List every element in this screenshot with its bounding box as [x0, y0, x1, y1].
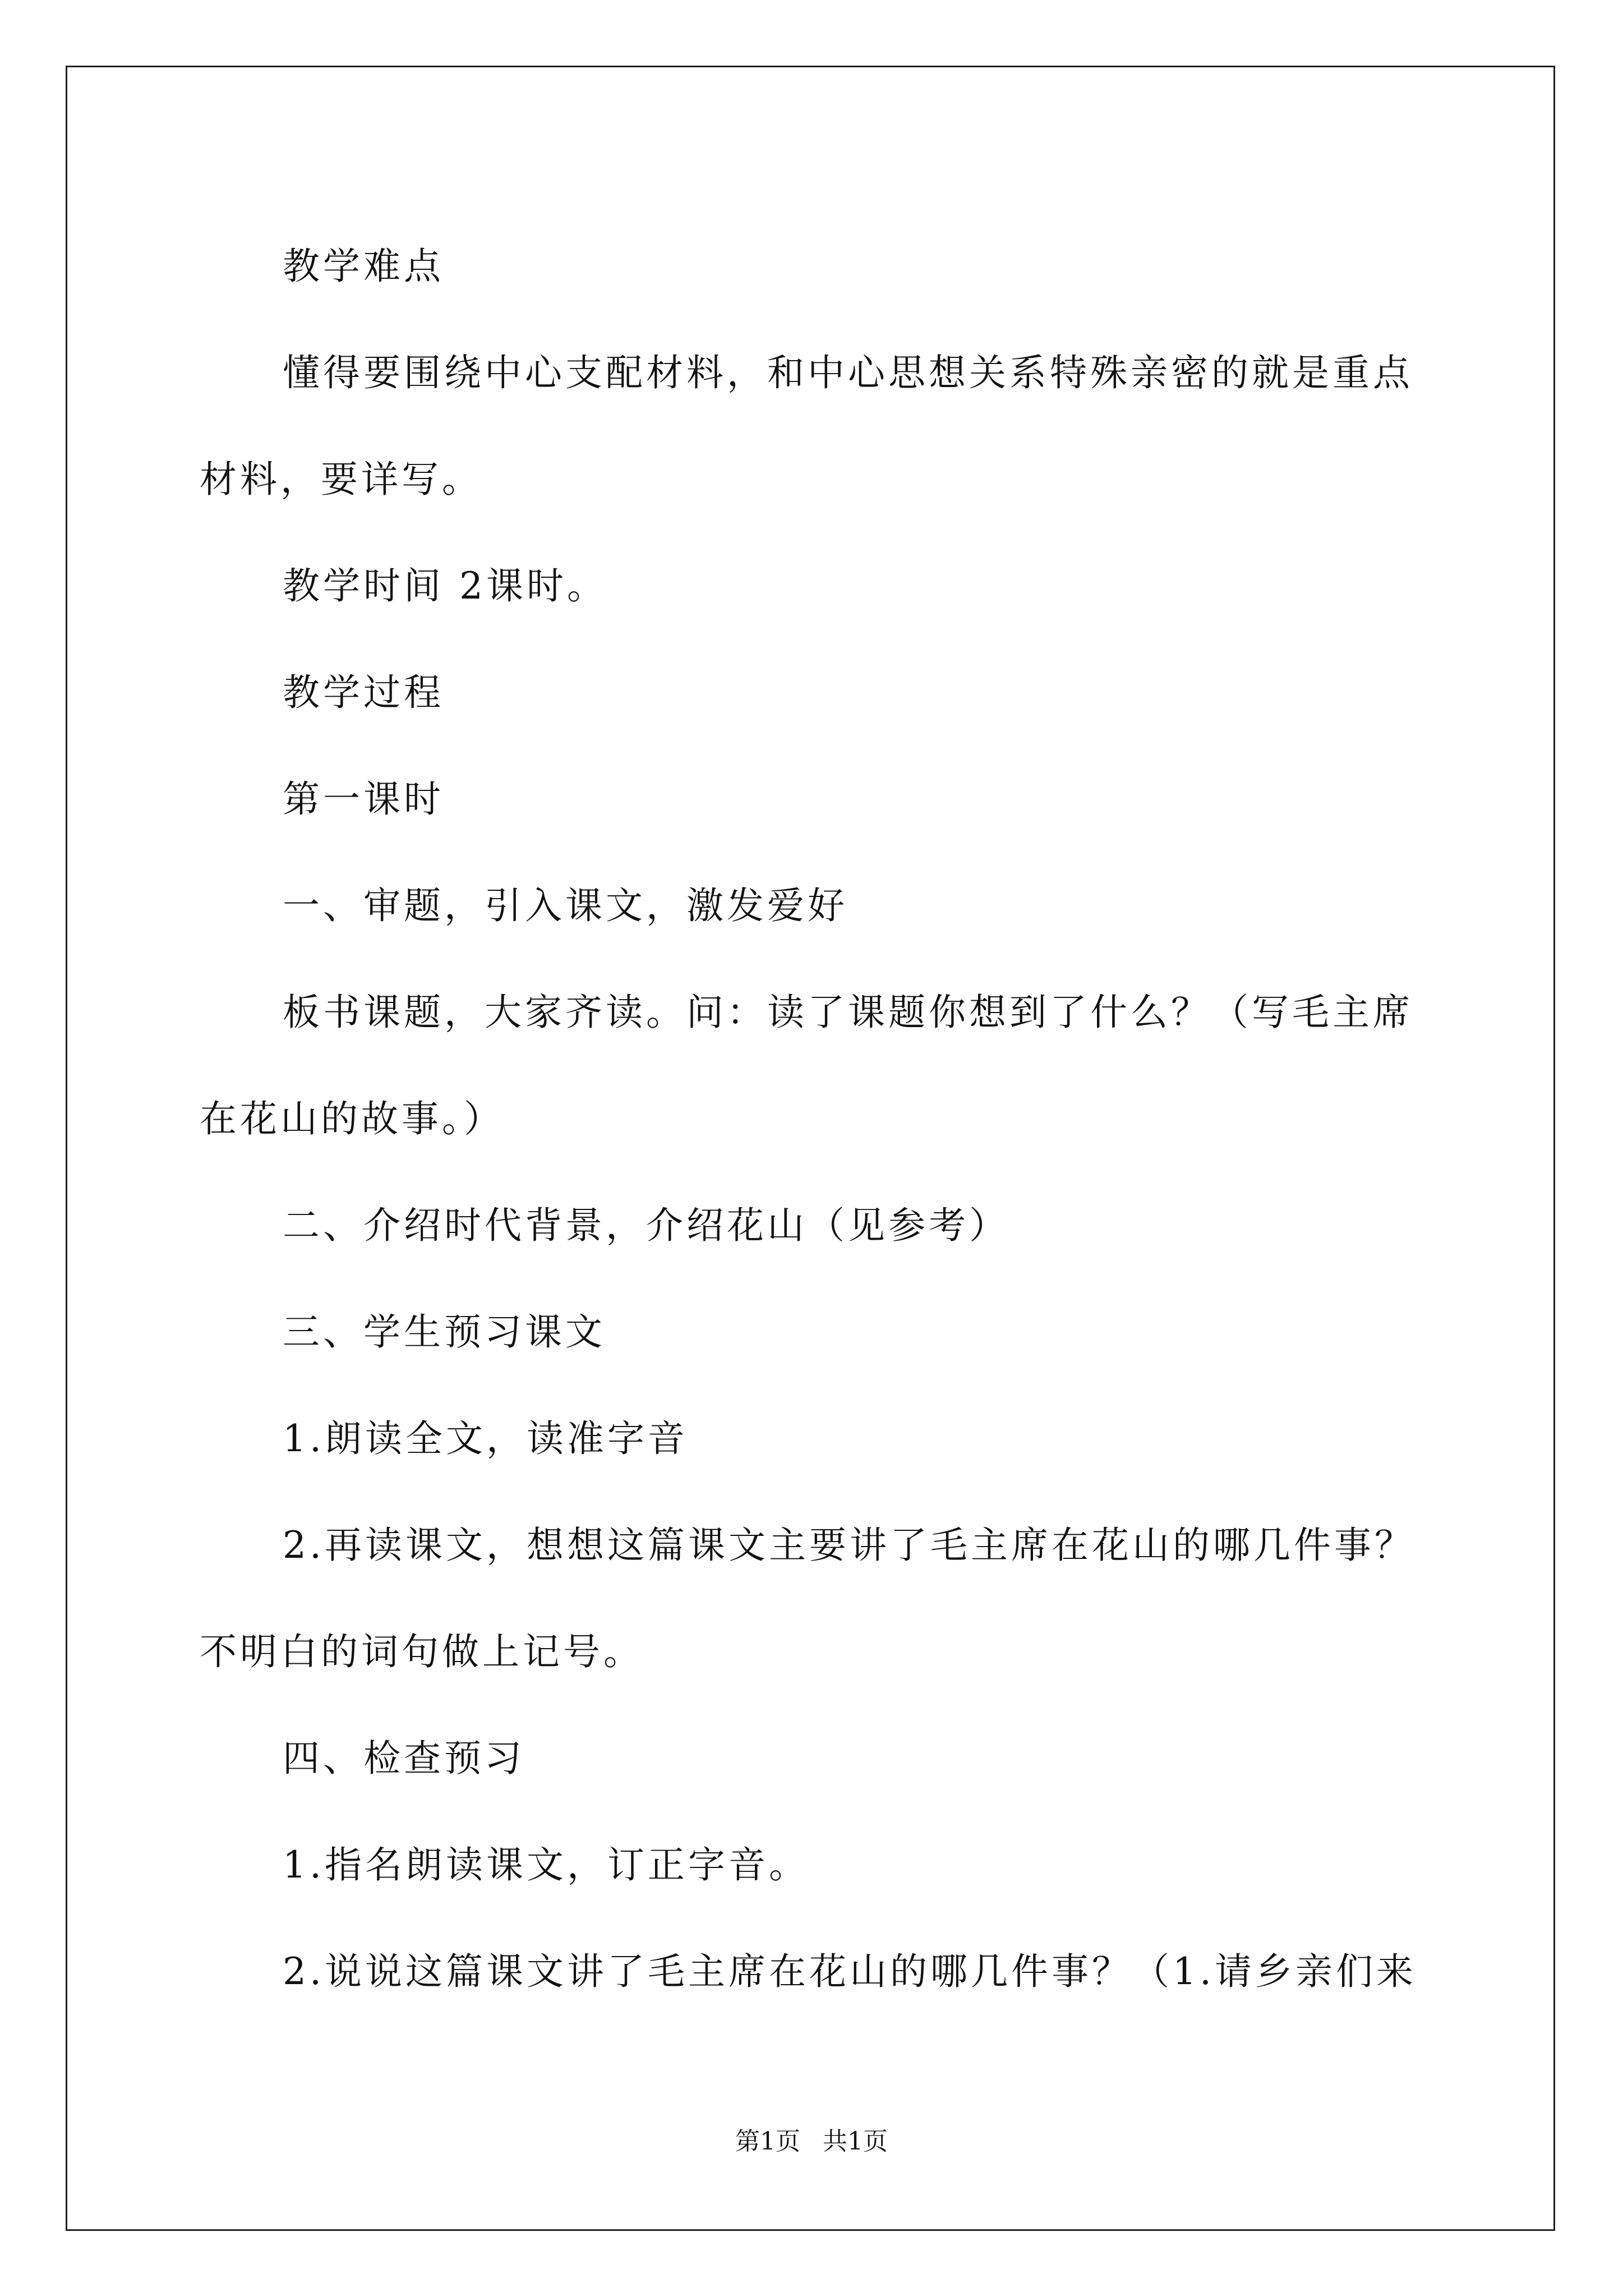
page-number: 第1页	[735, 2127, 800, 2156]
paragraph-step-check-reading: 1.指名朗读课文，订正字音。	[283, 1843, 809, 1887]
paragraph-section-three: 三、学生预习课文	[283, 1310, 606, 1354]
paragraph-heading-difficulty: 教学难点	[283, 245, 444, 288]
document-body	[200, 213, 1433, 2025]
paragraph-section-four: 四、检查预习	[283, 1737, 525, 1780]
page-footer	[0, 2125, 1623, 2159]
paragraph-step-read-aloud: 1.朗读全文，读准字音	[283, 1417, 688, 1460]
paragraph-board-title: 板书课题，大家齐读。问：读了课题你想到了什么？（写毛主席在花山的故事。）	[200, 991, 1413, 1140]
paragraph-difficulty-detail: 懂得要围绕中心支配材料，和中心思想关系特殊亲密的就是重点材料，要详写。	[200, 351, 1413, 501]
paragraph-teaching-time: 教学时间 2课时。	[283, 564, 607, 608]
paragraph-first-lesson: 第一课时	[283, 777, 444, 821]
paragraph-section-one: 一、审题，引入课文，激发爱好	[283, 884, 848, 927]
paragraph-step-reread: 2.再读课文，想想这篇课文主要讲了毛主席在花山的哪几件事？不明白的词句做上记号。	[200, 1524, 1415, 1673]
page-total: 共1页	[823, 2127, 888, 2156]
paragraph-step-discuss: 2.说说这篇课文讲了毛主席在花山的哪几件事？（1.请乡亲们来	[283, 1950, 1417, 1993]
paragraph-heading-process: 教学过程	[283, 671, 444, 714]
paragraph-section-two: 二、介绍时代背景，介绍花山（见参考）	[283, 1204, 1009, 1247]
